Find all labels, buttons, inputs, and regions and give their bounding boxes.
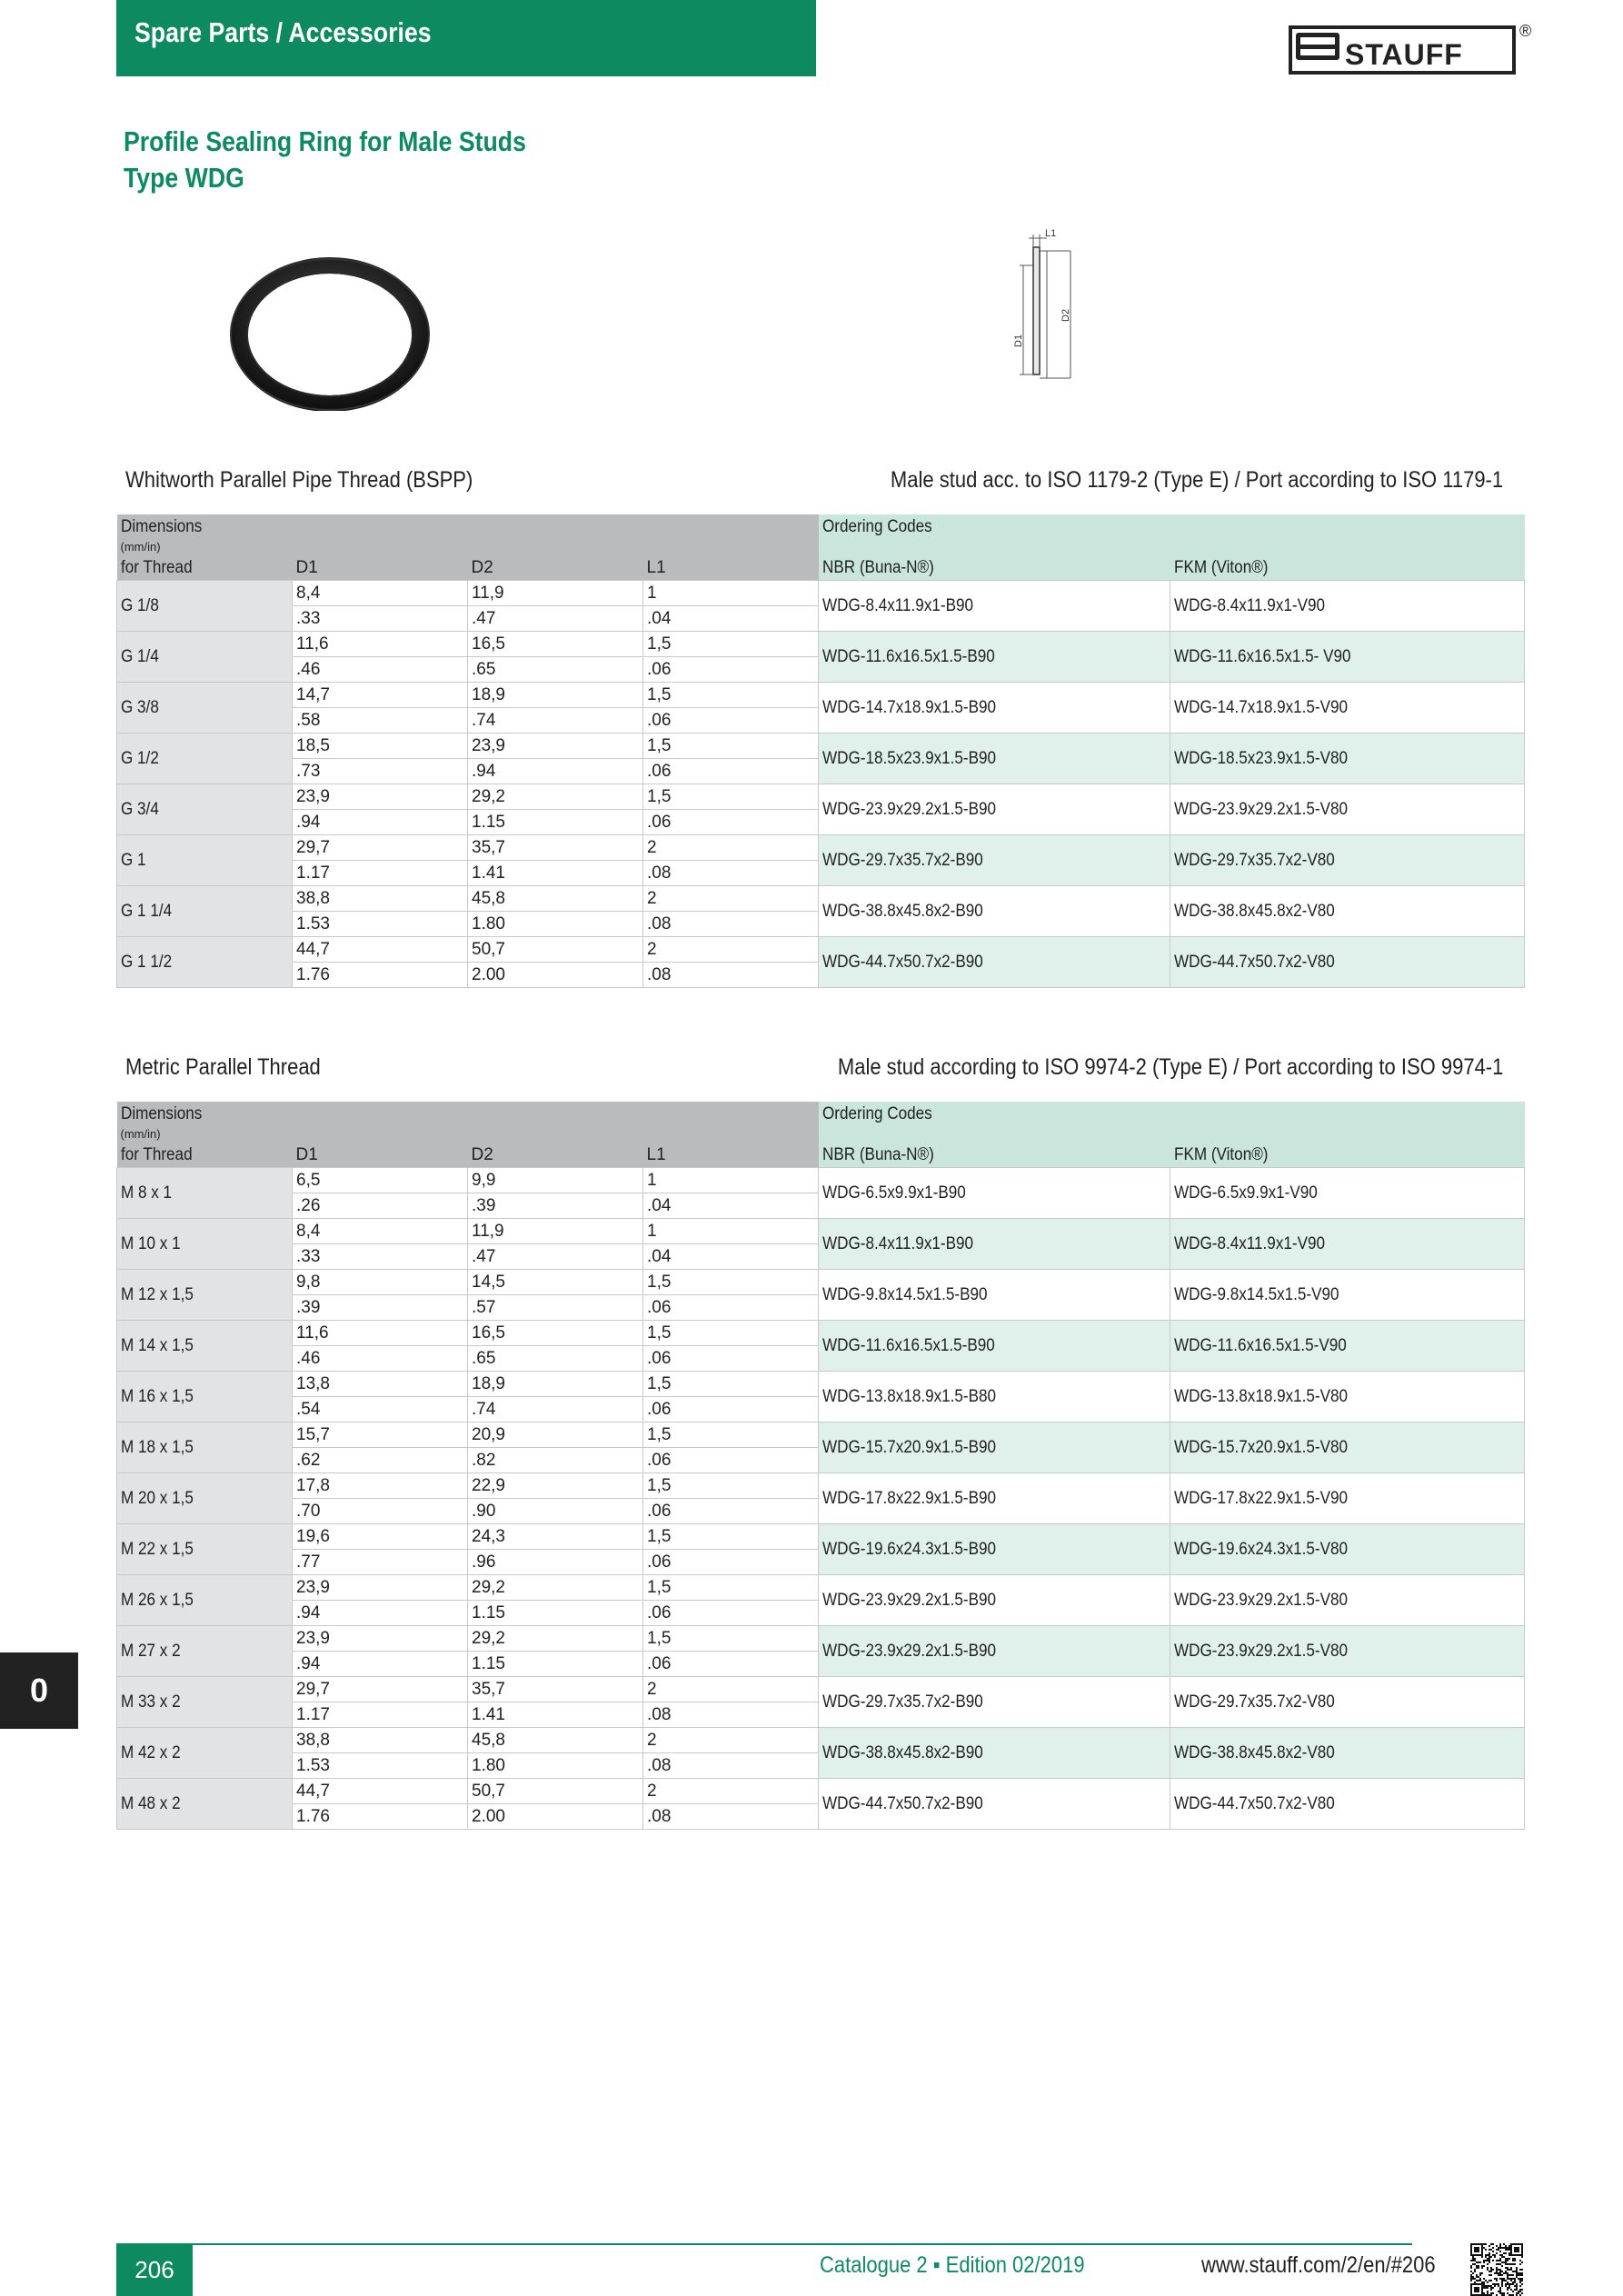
d1-in: .54 bbox=[293, 1397, 468, 1423]
d1-in: 1.53 bbox=[293, 1753, 468, 1779]
l1-mm: 1 bbox=[643, 1168, 819, 1193]
logo-registered: ® bbox=[1519, 22, 1532, 40]
thread-size: M 27 x 2 bbox=[117, 1626, 293, 1677]
l1-in: .08 bbox=[643, 963, 819, 988]
table-row bbox=[117, 1728, 1525, 1753]
d2-in: 1.15 bbox=[468, 810, 643, 835]
sealing-ring-image bbox=[229, 256, 431, 411]
fkm-order-code: WDG-6.5x9.9x1-V90 bbox=[1170, 1168, 1525, 1219]
d1-mm: 19,6 bbox=[293, 1524, 468, 1550]
logo-text: STAUFF bbox=[1345, 38, 1463, 71]
col-units: (mm/in) bbox=[117, 1126, 819, 1143]
d1-mm: 23,9 bbox=[293, 1575, 468, 1601]
fkm-order-code: WDG-19.6x24.3x1.5-V80 bbox=[1170, 1524, 1525, 1575]
thread-size: G 1/2 bbox=[117, 734, 293, 784]
fkm-order-code: WDG-44.7x50.7x2-V80 bbox=[1170, 1779, 1525, 1830]
d1-mm: 29,7 bbox=[293, 835, 468, 861]
fkm-order-code: WDG-9.8x14.5x1.5-V90 bbox=[1170, 1270, 1525, 1321]
thread-size: M 42 x 2 bbox=[117, 1728, 293, 1779]
d1-mm: 15,7 bbox=[293, 1423, 468, 1448]
table-row bbox=[117, 835, 1525, 861]
table-row bbox=[117, 1219, 1525, 1244]
nbr-order-code: WDG-14.7x18.9x1.5-B90 bbox=[819, 683, 1170, 734]
col-ordering-spacer bbox=[819, 539, 1525, 555]
d2-in: 1.41 bbox=[468, 1702, 643, 1728]
thread-size: M 18 x 1,5 bbox=[117, 1423, 293, 1473]
l1-mm: 2 bbox=[643, 1779, 819, 1804]
drawing-label-d1: D1 bbox=[1013, 334, 1024, 347]
qr-code-icon[interactable] bbox=[1470, 2243, 1523, 2296]
d2-in: .94 bbox=[468, 759, 643, 784]
d2-mm: 29,2 bbox=[468, 784, 643, 810]
d1-mm: 11,6 bbox=[293, 632, 468, 657]
l1-mm: 1,5 bbox=[643, 1473, 819, 1499]
fkm-order-code: WDG-13.8x18.9x1.5-V80 bbox=[1170, 1372, 1525, 1423]
table-row bbox=[117, 581, 1525, 606]
d2-mm: 22,9 bbox=[468, 1473, 643, 1499]
d2-mm: 35,7 bbox=[468, 1677, 643, 1702]
l1-mm: 2 bbox=[643, 1677, 819, 1702]
l1-mm: 1,5 bbox=[643, 1575, 819, 1601]
l1-mm: 1,5 bbox=[643, 632, 819, 657]
fkm-order-code: WDG-17.8x22.9x1.5-V90 bbox=[1170, 1473, 1525, 1524]
l1-mm: 1,5 bbox=[643, 1423, 819, 1448]
col-d1: D1 bbox=[293, 1143, 468, 1168]
table-row bbox=[117, 937, 1525, 963]
nbr-order-code: WDG-13.8x18.9x1.5-B80 bbox=[819, 1372, 1170, 1423]
d1-mm: 8,4 bbox=[293, 581, 468, 606]
thread-size: M 14 x 1,5 bbox=[117, 1321, 293, 1372]
fkm-order-code: WDG-23.9x29.2x1.5-V80 bbox=[1170, 1575, 1525, 1626]
d2-in: 2.00 bbox=[468, 963, 643, 988]
d1-in: 1.17 bbox=[293, 861, 468, 886]
col-l1: L1 bbox=[643, 555, 819, 581]
d1-in: .62 bbox=[293, 1448, 468, 1473]
l1-mm: 2 bbox=[643, 937, 819, 963]
d2-in: 1.15 bbox=[468, 1652, 643, 1677]
thread-size: M 22 x 1,5 bbox=[117, 1524, 293, 1575]
product-title: Profile Sealing Ring for Male Studs bbox=[124, 125, 526, 157]
d1-in: .33 bbox=[293, 606, 468, 632]
col-for-thread: for Thread bbox=[117, 555, 293, 581]
header-bar bbox=[116, 0, 816, 76]
l1-mm: 2 bbox=[643, 1728, 819, 1753]
l1-in: .04 bbox=[643, 1193, 819, 1219]
bspp-section-title: Whitworth Parallel Pipe Thread (BSPP) bbox=[125, 467, 473, 493]
col-dimensions: Dimensions bbox=[117, 514, 819, 539]
drawing-label-d2: D2 bbox=[1060, 308, 1071, 322]
l1-in: .06 bbox=[643, 657, 819, 683]
d1-in: .46 bbox=[293, 657, 468, 683]
l1-in: .04 bbox=[643, 606, 819, 632]
nbr-order-code: WDG-6.5x9.9x1-B90 bbox=[819, 1168, 1170, 1219]
product-type: Type WDG bbox=[124, 162, 244, 194]
d1-mm: 14,7 bbox=[293, 683, 468, 708]
fkm-order-code: WDG-15.7x20.9x1.5-V80 bbox=[1170, 1423, 1525, 1473]
nbr-order-code: WDG-44.7x50.7x2-B90 bbox=[819, 937, 1170, 988]
nbr-order-code: WDG-15.7x20.9x1.5-B90 bbox=[819, 1423, 1170, 1473]
bspp-table bbox=[116, 514, 1525, 988]
fkm-order-code: WDG-11.6x16.5x1.5-V90 bbox=[1170, 1321, 1525, 1372]
nbr-order-code: WDG-11.6x16.5x1.5-B90 bbox=[819, 632, 1170, 683]
nbr-order-code: WDG-38.8x45.8x2-B90 bbox=[819, 1728, 1170, 1779]
fkm-order-code: WDG-18.5x23.9x1.5-V80 bbox=[1170, 734, 1525, 784]
table-row bbox=[117, 1473, 1525, 1499]
l1-in: .08 bbox=[643, 861, 819, 886]
table-row bbox=[117, 683, 1525, 708]
nbr-order-code: WDG-18.5x23.9x1.5-B90 bbox=[819, 734, 1170, 784]
d2-in: 1.80 bbox=[468, 1753, 643, 1779]
d2-mm: 24,3 bbox=[468, 1524, 643, 1550]
d2-mm: 20,9 bbox=[468, 1423, 643, 1448]
l1-in: .06 bbox=[643, 1499, 819, 1524]
col-fkm: FKM (Viton®) bbox=[1170, 1143, 1525, 1168]
l1-in: .06 bbox=[643, 1601, 819, 1626]
col-nbr: NBR (Buna-N®) bbox=[819, 1143, 1170, 1168]
table-row bbox=[117, 886, 1525, 912]
d2-in: .96 bbox=[468, 1550, 643, 1575]
col-nbr: NBR (Buna-N®) bbox=[819, 555, 1170, 581]
d1-in: .70 bbox=[293, 1499, 468, 1524]
d1-mm: 9,8 bbox=[293, 1270, 468, 1295]
metric-table bbox=[116, 1102, 1525, 1830]
fkm-order-code: WDG-23.9x29.2x1.5-V80 bbox=[1170, 1626, 1525, 1677]
d1-in: 1.53 bbox=[293, 912, 468, 937]
table-row bbox=[117, 1423, 1525, 1448]
col-d2: D2 bbox=[468, 1143, 643, 1168]
d1-in: 1.17 bbox=[293, 1702, 468, 1728]
nbr-order-code: WDG-11.6x16.5x1.5-B90 bbox=[819, 1321, 1170, 1372]
nbr-order-code: WDG-29.7x35.7x2-B90 bbox=[819, 835, 1170, 886]
table-row bbox=[117, 734, 1525, 759]
d2-mm: 11,9 bbox=[468, 581, 643, 606]
d1-mm: 13,8 bbox=[293, 1372, 468, 1397]
nbr-order-code: WDG-8.4x11.9x1-B90 bbox=[819, 581, 1170, 632]
page-number: 206 bbox=[116, 2245, 193, 2296]
nbr-order-code: WDG-23.9x29.2x1.5-B90 bbox=[819, 1575, 1170, 1626]
d2-in: .90 bbox=[468, 1499, 643, 1524]
nbr-order-code: WDG-38.8x45.8x2-B90 bbox=[819, 886, 1170, 937]
d2-in: 1.15 bbox=[468, 1601, 643, 1626]
thread-size: M 33 x 2 bbox=[117, 1677, 293, 1728]
d2-mm: 29,2 bbox=[468, 1575, 643, 1601]
table-row bbox=[117, 1168, 1525, 1193]
d2-mm: 45,8 bbox=[468, 1728, 643, 1753]
thread-size: M 8 x 1 bbox=[117, 1168, 293, 1219]
d1-in: .94 bbox=[293, 810, 468, 835]
l1-in: .06 bbox=[643, 1652, 819, 1677]
thread-size: G 3/8 bbox=[117, 683, 293, 734]
l1-mm: 1,5 bbox=[643, 1270, 819, 1295]
fkm-order-code: WDG-8.4x11.9x1-V90 bbox=[1170, 581, 1525, 632]
l1-in: .04 bbox=[643, 1244, 819, 1270]
l1-in: .06 bbox=[643, 1448, 819, 1473]
l1-in: .08 bbox=[643, 912, 819, 937]
d1-mm: 8,4 bbox=[293, 1219, 468, 1244]
stauff-logo bbox=[1289, 22, 1532, 76]
l1-in: .06 bbox=[643, 810, 819, 835]
d1-in: .33 bbox=[293, 1244, 468, 1270]
metric-section-title: Metric Parallel Thread bbox=[125, 1054, 321, 1080]
d1-in: .94 bbox=[293, 1652, 468, 1677]
d2-mm: 11,9 bbox=[468, 1219, 643, 1244]
d1-in: .46 bbox=[293, 1346, 468, 1372]
fkm-order-code: WDG-38.8x45.8x2-V80 bbox=[1170, 1728, 1525, 1779]
fkm-order-code: WDG-23.9x29.2x1.5-V80 bbox=[1170, 784, 1525, 835]
d2-mm: 45,8 bbox=[468, 886, 643, 912]
d1-in: .73 bbox=[293, 759, 468, 784]
nbr-order-code: WDG-29.7x35.7x2-B90 bbox=[819, 1677, 1170, 1728]
nbr-order-code: WDG-23.9x29.2x1.5-B90 bbox=[819, 784, 1170, 835]
d1-in: .94 bbox=[293, 1601, 468, 1626]
d1-in: .26 bbox=[293, 1193, 468, 1219]
d2-mm: 18,9 bbox=[468, 1372, 643, 1397]
col-units: (mm/in) bbox=[117, 539, 819, 555]
thread-size: M 26 x 1,5 bbox=[117, 1575, 293, 1626]
d2-mm: 16,5 bbox=[468, 1321, 643, 1346]
d1-mm: 18,5 bbox=[293, 734, 468, 759]
d2-mm: 35,7 bbox=[468, 835, 643, 861]
thread-size: G 1 1/2 bbox=[117, 937, 293, 988]
thread-size: M 10 x 1 bbox=[117, 1219, 293, 1270]
metric-standard-note: Male stud according to ISO 9974-2 (Type E) / Port according to ISO 9974-1 bbox=[837, 1054, 1503, 1080]
d1-mm: 29,7 bbox=[293, 1677, 468, 1702]
thread-size: M 20 x 1,5 bbox=[117, 1473, 293, 1524]
thread-size: G 1 bbox=[117, 835, 293, 886]
col-for-thread: for Thread bbox=[117, 1143, 293, 1168]
d2-in: 1.41 bbox=[468, 861, 643, 886]
col-ordering-spacer bbox=[819, 1126, 1525, 1143]
l1-mm: 1 bbox=[643, 1219, 819, 1244]
nbr-order-code: WDG-19.6x24.3x1.5-B90 bbox=[819, 1524, 1170, 1575]
d2-in: .57 bbox=[468, 1295, 643, 1321]
d2-mm: 9,9 bbox=[468, 1168, 643, 1193]
d1-mm: 44,7 bbox=[293, 1779, 468, 1804]
table-row bbox=[117, 1575, 1525, 1601]
d2-in: .65 bbox=[468, 1346, 643, 1372]
thread-size: M 12 x 1,5 bbox=[117, 1270, 293, 1321]
l1-in: .06 bbox=[643, 1295, 819, 1321]
d2-in: .74 bbox=[468, 708, 643, 734]
col-dimensions: Dimensions bbox=[117, 1102, 819, 1126]
thread-size: G 1/4 bbox=[117, 632, 293, 683]
d1-in: 1.76 bbox=[293, 963, 468, 988]
thread-size: G 1/8 bbox=[117, 581, 293, 632]
fkm-order-code: WDG-38.8x45.8x2-V80 bbox=[1170, 886, 1525, 937]
d2-mm: 29,2 bbox=[468, 1626, 643, 1652]
nbr-order-code: WDG-9.8x14.5x1.5-B90 bbox=[819, 1270, 1170, 1321]
d1-mm: 38,8 bbox=[293, 886, 468, 912]
d1-mm: 17,8 bbox=[293, 1473, 468, 1499]
l1-mm: 1,5 bbox=[643, 1372, 819, 1397]
d2-in: .82 bbox=[468, 1448, 643, 1473]
nbr-order-code: WDG-44.7x50.7x2-B90 bbox=[819, 1779, 1170, 1830]
d2-mm: 16,5 bbox=[468, 632, 643, 657]
d1-in: .77 bbox=[293, 1550, 468, 1575]
d2-in: .47 bbox=[468, 606, 643, 632]
d1-mm: 38,8 bbox=[293, 1728, 468, 1753]
d1-mm: 44,7 bbox=[293, 937, 468, 963]
ring-section-drawing bbox=[1011, 225, 1078, 385]
catalogue-edition: Catalogue 2 ▪ Edition 02/2019 bbox=[820, 2252, 1085, 2278]
d2-mm: 50,7 bbox=[468, 937, 643, 963]
thread-size: M 48 x 2 bbox=[117, 1779, 293, 1830]
footer-url[interactable]: www.stauff.com/2/en/#206 bbox=[1201, 2252, 1436, 2278]
d2-mm: 18,9 bbox=[468, 683, 643, 708]
l1-in: .06 bbox=[643, 708, 819, 734]
l1-in: .06 bbox=[643, 759, 819, 784]
thread-size: G 3/4 bbox=[117, 784, 293, 835]
d1-mm: 23,9 bbox=[293, 1626, 468, 1652]
l1-mm: 1,5 bbox=[643, 1321, 819, 1346]
d2-mm: 23,9 bbox=[468, 734, 643, 759]
table-row bbox=[117, 632, 1525, 657]
fkm-order-code: WDG-44.7x50.7x2-V80 bbox=[1170, 937, 1525, 988]
l1-mm: 2 bbox=[643, 835, 819, 861]
l1-in: .06 bbox=[643, 1346, 819, 1372]
table-row bbox=[117, 1677, 1525, 1702]
d2-in: .39 bbox=[468, 1193, 643, 1219]
d1-in: .58 bbox=[293, 708, 468, 734]
d2-in: .47 bbox=[468, 1244, 643, 1270]
l1-in: .08 bbox=[643, 1804, 819, 1830]
col-ordering-codes: Ordering Codes bbox=[819, 1102, 1525, 1126]
l1-mm: 1,5 bbox=[643, 1524, 819, 1550]
col-d1: D1 bbox=[293, 555, 468, 581]
table-row bbox=[117, 784, 1525, 810]
col-d2: D2 bbox=[468, 555, 643, 581]
fkm-order-code: WDG-8.4x11.9x1-V90 bbox=[1170, 1219, 1525, 1270]
d2-in: .65 bbox=[468, 657, 643, 683]
nbr-order-code: WDG-8.4x11.9x1-B90 bbox=[819, 1219, 1170, 1270]
l1-mm: 2 bbox=[643, 886, 819, 912]
l1-mm: 1 bbox=[643, 581, 819, 606]
table-row bbox=[117, 1524, 1525, 1550]
l1-mm: 1,5 bbox=[643, 784, 819, 810]
fkm-order-code: WDG-29.7x35.7x2-V80 bbox=[1170, 1677, 1525, 1728]
l1-in: .08 bbox=[643, 1753, 819, 1779]
d2-in: 2.00 bbox=[468, 1804, 643, 1830]
table-row bbox=[117, 1779, 1525, 1804]
fkm-order-code: WDG-14.7x18.9x1.5-V90 bbox=[1170, 683, 1525, 734]
thread-size: M 16 x 1,5 bbox=[117, 1372, 293, 1423]
d1-in: .39 bbox=[293, 1295, 468, 1321]
col-l1: L1 bbox=[643, 1143, 819, 1168]
d2-mm: 50,7 bbox=[468, 1779, 643, 1804]
table-row bbox=[117, 1270, 1525, 1295]
d1-mm: 6,5 bbox=[293, 1168, 468, 1193]
fkm-order-code: WDG-29.7x35.7x2-V80 bbox=[1170, 835, 1525, 886]
col-fkm: FKM (Viton®) bbox=[1170, 555, 1525, 581]
drawing-label-l1: L1 bbox=[1045, 228, 1057, 239]
d1-in: 1.76 bbox=[293, 1804, 468, 1830]
l1-in: .06 bbox=[643, 1550, 819, 1575]
d2-in: 1.80 bbox=[468, 912, 643, 937]
d2-in: .74 bbox=[468, 1397, 643, 1423]
bspp-standard-note: Male stud acc. to ISO 1179-2 (Type E) / Port according to ISO 1179-1 bbox=[890, 467, 1503, 493]
l1-in: .06 bbox=[643, 1397, 819, 1423]
l1-in: .08 bbox=[643, 1702, 819, 1728]
nbr-order-code: WDG-17.8x22.9x1.5-B90 bbox=[819, 1473, 1170, 1524]
col-ordering-codes: Ordering Codes bbox=[819, 514, 1525, 539]
logo-symbol-icon bbox=[1296, 33, 1339, 60]
fkm-order-code: WDG-11.6x16.5x1.5- V90 bbox=[1170, 632, 1525, 683]
section-tab: 0 bbox=[0, 1652, 78, 1729]
l1-mm: 1,5 bbox=[643, 1626, 819, 1652]
l1-mm: 1,5 bbox=[643, 734, 819, 759]
table-row bbox=[117, 1372, 1525, 1397]
table-row bbox=[117, 1626, 1525, 1652]
table-row bbox=[117, 1321, 1525, 1346]
footer-rule bbox=[116, 2243, 1412, 2245]
header-category: Spare Parts / Accessories bbox=[134, 16, 432, 48]
thread-size: G 1 1/4 bbox=[117, 886, 293, 937]
nbr-order-code: WDG-23.9x29.2x1.5-B90 bbox=[819, 1626, 1170, 1677]
d2-mm: 14,5 bbox=[468, 1270, 643, 1295]
d1-mm: 23,9 bbox=[293, 784, 468, 810]
d1-mm: 11,6 bbox=[293, 1321, 468, 1346]
l1-mm: 1,5 bbox=[643, 683, 819, 708]
